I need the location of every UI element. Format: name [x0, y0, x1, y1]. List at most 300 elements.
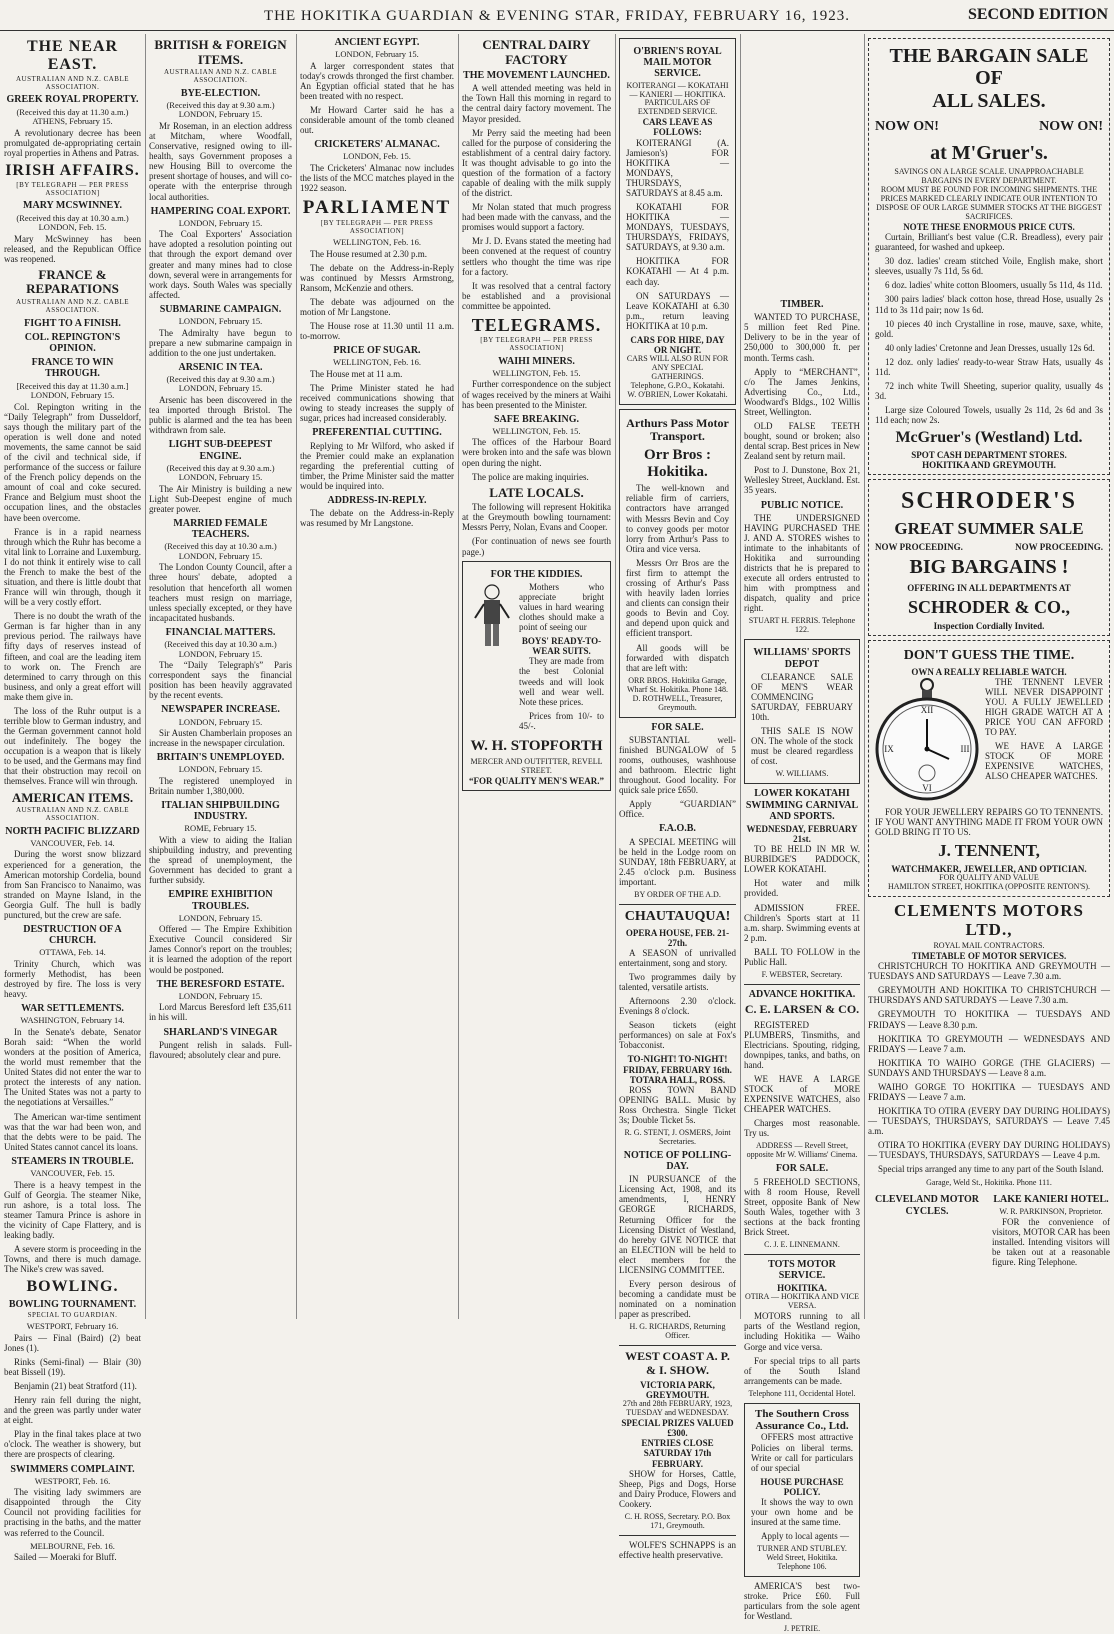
dateline: LONDON, February 15.: [178, 912, 263, 923]
ad-paragraph: BALL TO FOLLOW in the Public Hall.: [744, 946, 860, 967]
article-paragraph: The Coal Exporters' Association have adopted a resolution pointing out that through the export demand over greater and many mines had to close down, several were in arrangements for work days. South Wales was specially affected.: [149, 229, 292, 300]
ad-heading: F.A.O.B.: [659, 823, 696, 835]
article-paragraph: It was resolved that a central factory be established and a provisional committee be appointed.: [462, 280, 611, 311]
cleveland-ad: [868, 1191, 986, 1271]
subheading: FINANCIAL MATTERS.: [165, 626, 276, 638]
ad-paragraph: Hot water and milk provided.: [744, 878, 860, 899]
ad-paragraph: MOTORS running to all parts of the Westland region, including Hokitika — Waiho Gorge and vice versa.: [744, 1311, 860, 1352]
ad-paragraph: Apply to “MERCHANT”, c/o The James Jenkins, Advertising Co., Ltd., Woodward's Bldgs., 102 Willis Street, Wellington.: [744, 366, 860, 417]
advertiser-name: McGruer's (Westland) Ltd.: [895, 429, 1083, 447]
ad-line: CARS LEAVE AS FOLLOWS:: [642, 117, 713, 138]
dateline: WELLINGTON, Feb. 15.: [492, 367, 581, 378]
article-paragraph: The American war-time sentiment was that the war had been won, and that the debts were to be paid. The United States cannot cancel its loans.: [4, 1111, 141, 1152]
ad-line: OTIRA — HOKITIKA AND VICE VERSA.: [744, 1292, 860, 1311]
ad-address: ADDRESS — Revell Street, opposite Mr W. Williams' Cinema.: [746, 1141, 858, 1160]
article-paragraph: Lord Marcus Beresford left £35,611 in his will.: [149, 1002, 292, 1023]
irish-heading: IRISH AFFAIRS.: [5, 161, 140, 179]
ad-heading: PUBLIC NOTICE.: [760, 499, 844, 511]
ad-paragraph: OFFERS most attractive Policies on liberal terms. Write or call for particulars of our special: [751, 1432, 853, 1473]
ad-signature: W. WILLIAMS.: [775, 769, 829, 779]
ad-line: WATCHMAKER, JEWELLER, AND OPTICIAN.: [891, 864, 1087, 875]
advertiser-name: C. E. LARSEN & CO.: [744, 1002, 860, 1017]
divider: [744, 984, 860, 985]
ad-heading: LAKE KANIERI HOTEL.: [993, 1194, 1109, 1206]
column-7: [868, 34, 1110, 1319]
ad-paragraph: SHOW for Horses, Cattle, Sheep, Pigs and Dogs, Horse and Dairy Produce, Flowers and Cookery.: [619, 1468, 736, 1509]
article-paragraph: Benjamin (21) beat Stratford (11).: [14, 1381, 137, 1391]
edition-label: SECOND EDITION: [967, 6, 1108, 23]
article-paragraph: Pungent relish in salads. Full-flavoured; absolutely clear and pure.: [149, 1039, 292, 1060]
agency-line: AUSTRALIAN AND N.Z. CABLE ASSOCIATION.: [15, 74, 130, 91]
ad-subheading: OWN A REALLY RELIABLE WATCH.: [911, 666, 1067, 677]
ad-subheading: BOYS' READY-TO-WEAR SUITS.: [521, 636, 602, 657]
article-paragraph: France is in a rapid nearness through which the Ruhr has become a vital link to Lorraine and Luxemburg. I do not think it entirely wise to call the French to make the best of the situation, and there is little doubt that France will win through, though it will be a very costly effort.: [4, 526, 141, 608]
ad-paragraph: TO BE HELD IN MR W. BURBIDGE'S PADDOCK, LOWER KOKATAHI.: [744, 844, 860, 875]
subheading: THE BERESFORD ESTATE.: [156, 978, 285, 990]
ad-heading: O'BRIEN'S ROYAL MAIL MOTOR SERVICE.: [633, 46, 722, 80]
ad-paragraph: It shows the way to own your own home and be insured at the same time.: [751, 1496, 853, 1528]
agency-line: [BY TELEGRAPH — PER PRESS ASSOCIATION]: [16, 180, 129, 197]
ad-paragraph: Prices from 10/- to 45/-.: [519, 710, 604, 731]
ad-line: SPOT CASH DEPARTMENT STORES.: [911, 450, 1067, 461]
ad-signature: Telephone 111, Occidental Hotel.: [748, 1388, 856, 1398]
ad-contact: Telephone, G.P.O., Kokatahi.: [630, 380, 725, 390]
ad-line: SPECIAL PRIZES VALUED £300.: [621, 1418, 734, 1439]
agency-line: [BY TELEGRAPH — PER PRESS ASSOCIATION]: [320, 219, 434, 236]
ad-line: KOITERANGI — KOKATAHI — KANIERI — HOKITIKA.: [626, 80, 729, 99]
ad-paragraph: WE HAVE A LARGE STOCK of MORE EXPENSIVE WATCHES, also CHEAPER WATCHES.: [744, 1073, 860, 1115]
ad-paragraph: WE HAVE A LARGE STOCK OF MORE EXPENSIVE WATCHES, ALSO CHEAPER WATCHES.: [985, 741, 1103, 782]
subheading: MARRIED FEMALE TEACHERS.: [173, 517, 268, 541]
dateline: MELBOURNE, Feb. 16.: [30, 1540, 115, 1551]
ad-paragraph: IN PURSUANCE of the Licensing Act, 1908, and its amendments, I, HENRY GEORGE RICHARDS, Returning Officer for the Licensing District of Westland, do hereby GIVE NOTICE that an ELECTION will be held to elect members for the LICENSING COMMITTEE.: [619, 1174, 736, 1275]
ad-paragraph: Two programmes daily by talented, versatile artists.: [619, 971, 736, 992]
ad-paragraph: Charges most reasonable. Try us.: [744, 1118, 860, 1139]
column-6-spacer: [744, 34, 860, 296]
ad-paragraph: OLD FALSE TEETH bought, sound or broken; also dental scrap. Best prices in New Zealand sent by return mail.: [744, 420, 860, 462]
timetable-row: CHRISTCHURCH TO HOKITIKA AND GREYMOUTH — TUESDAYS AND SATURDAYS — Leave 7.30 a.m.: [868, 961, 1110, 982]
tennent-ad-text: [985, 677, 1103, 786]
ad-signature: C. J. E. LINNEMANN.: [764, 1240, 840, 1249]
article-paragraph: Sailed — Moeraki for Bluff.: [14, 1552, 117, 1563]
ad-line: HOKITIKA.: [777, 1283, 827, 1294]
ad-paragraph: The well-known and reliable firm of carriers, contractors have arranged with Messrs Bevin and Coy to convey goods per motor lorry from Arthur's Pass to Otira and vice versa.: [626, 483, 729, 554]
ad-signature: R. G. STENT, J. OSMERS, Joint Secretaries.: [624, 1127, 731, 1146]
article-paragraph: In the Senate's debate, Senator Borah said: “When the world wonders at the position of America, the world must remember that the United States did not enter the war to protect the interests of any nation. The United States was not a party to the negotiations at Versailles.”: [4, 1026, 141, 1108]
ad-signature: H. G. RICHARDS, Returning Officer.: [629, 1322, 726, 1341]
article-paragraph: Col. Repington writing in the “Daily Telegraph” from Dusseldorf, says though the military part of the operation is well done and noted movements, the same cannot be said of the civil and technical side, if performance of the success or failure of the French policy depends on the amount of coal and coke secured. France and Belgium must shoot the occupation lines, and the obstacles have been overcome.: [4, 401, 141, 523]
dateline: LONDON, Feb. 15.: [343, 151, 411, 162]
ad-subheading: HOUSE PURCHASE POLICY.: [760, 1476, 844, 1497]
proceeding-label: NOW PROCEEDING.: [1015, 542, 1103, 553]
article-paragraph: Trinity Church, which was formerly Methodist, has been destroyed by fire. The loss is very heavy.: [4, 958, 141, 1000]
dateline: WELLINGTON, Feb. 16.: [333, 237, 421, 248]
article-paragraph: A larger correspondent states that today's crowds thronged the first chamber. An Egyptian official stated that he has been treated with no respect.: [300, 60, 454, 101]
subheading: SWIMMERS COMPLAINT.: [10, 1463, 135, 1475]
article-paragraph: Mr Perry said the meeting had been called for the purpose of considering the establishment of a central dairy factory. It was thought advisable to go into the question of the formation of a factory capable of dealing with the milk supply of the district.: [462, 127, 611, 199]
ad-signature: BY ORDER OF THE A.D.: [634, 889, 721, 899]
dateline: LONDON, February 15.: [178, 990, 263, 1001]
article-paragraph: Arsenic has been discovered in the tea imported through Bristol. The public is alarmed and the tea has been withdrawn from sale.: [149, 395, 292, 436]
article-paragraph: (For continuation of news see fourth page.): [462, 536, 611, 557]
ad-paragraph: Every person desirous of becoming a candidate must be nominated on a nomination paper as prescribed.: [619, 1279, 736, 1320]
ad-signature: D. ROTHWELL, Treasurer, Greymouth.: [632, 693, 723, 712]
ad-line: TOTARA HALL, ROSS.: [629, 1074, 726, 1085]
article-paragraph: Mr Roseman, in an election address at Mitcham, where Woodfall, Conservative, resigned owing to ill-health, says Government proposes a new Housing Bill to overcome the present shortage of houses, and will co-operate with the enterprise through local authorities.: [149, 120, 292, 202]
ad-slogan: “FOR QUALITY MEN'S WEAR.”: [469, 775, 605, 786]
ad-address: ORR BROS. Hokitika Garage, Wharf St. Hokitika. Phone 148.: [626, 675, 729, 694]
article-paragraph: The Cricketers' Almanac now includes the lists of the MCC matches played in the 1922 season.: [300, 162, 454, 194]
article-paragraph: During the worst snow blizzard experienced for a generation, the American motorship Cordelia, bound from San Francisco to Nanaimo, was stranded on Mayne Island, in the Georgia Gulf. The hull is badly punctured, but the crew are safe.: [4, 849, 141, 920]
southern-cross-ad: [744, 1403, 860, 1577]
dateline: VANCOUVER, Feb. 14.: [30, 837, 115, 848]
dateline: LONDON, February 15.: [178, 764, 263, 775]
ad-line: W. R. PARKINSON, Proprietor.: [999, 1206, 1103, 1216]
ad-line: OPERA HOUSE, FEB. 21-27th.: [625, 927, 730, 948]
ad-heading: CLEVELAND MOTOR CYCLES.: [875, 1194, 979, 1217]
subheading: SUBMARINE CAMPAIGN.: [159, 303, 282, 315]
timetable-row: WAIHO GORGE TO HOKITIKA — TUESDAYS AND FRIDAYS — Leave 7 a.m.: [868, 1081, 1110, 1102]
article-paragraph: The visiting lady swimmers are disappointed through the City Council not providing facilities for practising in the baths, and the matter was referred to the Council.: [4, 1487, 141, 1538]
agency-line: AUSTRALIAN AND N.Z. CABLE ASSOCIATION.: [163, 68, 278, 84]
now-on-label: NOW ON!: [875, 119, 939, 135]
ad-line: ENTRIES CLOSE SATURDAY 17th FEBRUARY.: [641, 1438, 714, 1469]
american-heading: AMERICAN ITEMS.: [11, 789, 134, 805]
dateline: (Received this day at 9.30 a.m.) LONDON, February 15.: [166, 99, 275, 120]
column-rule: [615, 34, 616, 1319]
timetable-row: HOKITIKA TO GREYMOUTH — WEDNESDAYS AND FRIDAYS — Leave 7 a.m.: [868, 1033, 1110, 1054]
ad-paragraph: THE UNDERSIGNED HAVING PURCHASED THE J. AND A. STORES wishes to intimate to the inhabitants of Hokitika and surrounding districts that he is prepared to execute all orders entrusted to him with promptness and dispatch, quality and price right.: [744, 512, 860, 614]
late-locals-heading: LATE LOCALS.: [489, 484, 584, 500]
ad-heading: WEST COAST A. P. & I. SHOW.: [625, 1349, 730, 1377]
article-paragraph: The debate on the Address-in-Reply was resumed by Mr Langstone.: [300, 508, 454, 529]
article-paragraph: The police are making inquiries.: [472, 471, 589, 482]
ad-heading: WILLIAMS' SPORTS DEPOT: [753, 647, 851, 670]
france-heading: FRANCE & REPARATIONS: [26, 266, 119, 297]
column-1: [4, 34, 141, 1563]
ad-paragraph: Messrs Orr Bros are the first firm to attempt the crossing of Arthur's Pass with heavily laden lorries and clients can consign their goods to Bevin and Coy. and depend upon quick and efficient transport.: [626, 557, 729, 639]
divider: [619, 904, 736, 905]
subheading: WAIHI MINERS.: [498, 355, 575, 367]
boy-figure-icon: [469, 582, 515, 652]
price-item: Curtain, Brilliant's best value (C.R. Breadless), every pair guaranteed, for washed and upkeep.: [875, 232, 1103, 253]
subheading: WAR SETTLEMENTS.: [21, 1003, 124, 1015]
ad-paragraph: HOKITIKA FOR KOKATAHI — At 4 p.m. each day.: [626, 256, 729, 287]
subheading: PREFERENTIAL CUTTING.: [312, 427, 442, 439]
ad-line: ROYAL MAIL CONTRACTORS.: [933, 941, 1045, 951]
ad-heading: FOR SALE.: [775, 1163, 829, 1175]
price-item: Large size Coloured Towels, usually 2s 11d, 2s 6d and 3s 11d each; now 2s.: [875, 405, 1103, 426]
ad-signature: STUART H. FERRIS. Telephone 122.: [748, 616, 856, 635]
ad-paragraph: They are made from the best Colonial tweeds and will look well and wear well. Note these prices.: [519, 656, 604, 707]
timetable-row: GREYMOUTH AND HOKITIKA TO CHRISTCHURCH — THURSDAYS AND SATURDAYS — Leave 7.30 a.m.: [868, 985, 1110, 1006]
article-paragraph: The House resumed at 2.30 p.m.: [310, 248, 427, 259]
price-item: 6 doz. ladies' white cotton Bloomers, usually 5s 11d, 4s 11d.: [885, 280, 1103, 291]
column-rule: [740, 34, 741, 1319]
british-heading: BRITISH & FOREIGN ITEMS.: [154, 37, 287, 67]
ad-paragraph: Apply “GUARDIAN” Office.: [619, 799, 736, 820]
article-paragraph: The Admiralty have begun to prepare a new submarine campaign in addition to the one just undertaken.: [149, 327, 292, 358]
ad-heading: ADVANCE HOKITIKA.: [748, 988, 856, 1000]
ad-paragraph: 5 FREEHOLD SECTIONS, with 8 room House, Revell Street, opposite Bank of New South Wales, together with 3 sections at the back fronting Brick Street.: [744, 1176, 860, 1237]
bowling-heading: BOWLING.: [26, 1278, 119, 1296]
column-rule: [458, 34, 459, 1319]
subheading: CRICKETERS' ALMANAC.: [314, 139, 440, 151]
proceeding-label: NOW PROCEEDING.: [875, 542, 963, 553]
kiddies-ad-body: [469, 582, 604, 735]
article-paragraph: The offices of the Harbour Board were broken into and the safe was blown open during the night.: [462, 437, 611, 468]
dateline: LONDON, February 15.: [178, 217, 263, 228]
kiddies-ad-text: [519, 582, 604, 735]
ad-address: HAMILTON STREET, HOKITIKA (OPPOSITE RENTON'S).: [887, 882, 1091, 892]
ad-heading: FOR THE KIDDIES.: [490, 568, 583, 580]
ad-line: SAVINGS ON A LARGE SCALE. UNAPPROACHABLE BARGAINS IN EVERY DEPARTMENT.: [894, 167, 1084, 186]
ad-signature: Garage, Weld St., Hokitika. Phone 111.: [926, 1177, 1052, 1187]
svg-text:IX: IX: [884, 743, 894, 754]
article-paragraph: The Prime Minister stated he had received communications showing that owing to steady increases the supply of sugar, prices had increased considerably.: [300, 383, 454, 424]
ad-paragraph: ROSS TOWN BAND OPENING BALL. Music by Ross Orchestra. Single Ticket 3s; Double Ticket 5s.: [619, 1084, 736, 1125]
subheading: GREEK ROYAL PROPERTY.: [6, 94, 139, 106]
subheading: FRANCE TO WIN THROUGH.: [31, 357, 114, 380]
telegrams-heading: TELEGRAMS.: [471, 314, 602, 335]
dateline: (Received this day at 10.30 a.m.) LONDON, Feb. 15.: [16, 212, 129, 233]
column-2: [149, 34, 292, 1319]
divider: [744, 1254, 860, 1255]
kanieri-ad: [992, 1191, 1110, 1271]
ad-heading: SCHRODER'S: [900, 488, 1078, 515]
article-paragraph: The Air Ministry is building a new Light Sub-Deepest engine of much greater power.: [149, 483, 292, 514]
tennent-ad: [868, 640, 1110, 897]
article-paragraph: The loss of the Ruhr output is a terrible blow to German industry, and the German government cannot hold out indefinitely. The bogey the occupation is a weapon that is likely to be used, and the Germans may find that their obstruction may recoil on themselves. France will win through.: [4, 705, 141, 787]
ad-paragraph: WOLFE'S SCHNAPPS is an effective health preservative.: [619, 1539, 736, 1560]
timetable-row: HOKITIKA TO OTIRA (EVERY DAY DURING HOLIDAYS) — TUESDAYS, THURSDAYS, SATURDAYS — Leave 7.45 a.m.: [868, 1106, 1110, 1137]
dateline: WELLINGTON, Feb. 15.: [492, 425, 581, 436]
dateline: WASHINGTON, February 14.: [20, 1015, 125, 1026]
ad-heading: CLEMENTS MOTORS LTD.,: [894, 901, 1084, 940]
ad-paragraph: ON SATURDAYS — Leave KOKATAHI at 6.30 p.m., return leaving HOKITIKA at 10 p.m.: [626, 290, 729, 331]
subheading: ADDRESS-IN-REPLY.: [327, 494, 427, 506]
ad-paragraph: For special trips to all parts of the South Island arrangements can be made.: [744, 1355, 860, 1386]
tennent-ad-body: [875, 677, 1103, 807]
agency-line: [BY TELEGRAPH — PER PRESS ASSOCIATION]: [480, 336, 593, 352]
ad-line: ROOM MUST BE FOUND FOR INCOMING SHIPMENTS. THE PRICES MARKED CLEARLY INDICATE OUR INTENTION TO DISPOSE OF OUR LARGE SUMMER STOCKS AT THE BIGGEST SACRIFICES.: [876, 185, 1102, 221]
ad-paragraph: Apply to local agents —: [761, 1531, 849, 1542]
agency-line: AUSTRALIAN AND N.Z. CABLE ASSOCIATION.: [15, 806, 130, 822]
article-paragraph: Mr Nolan stated that much progress had been made with the canvass, and the promises would support a factory.: [462, 202, 611, 233]
svg-text:III: III: [960, 743, 970, 754]
ad-line: WEDNESDAY, FEBRUARY 21st.: [746, 823, 858, 845]
ad-paragraph: REGISTERED PLUMBERS, Tinsmiths, and Electricians. Spouting, ridging, downpipes, tanks, and baths, on hand.: [744, 1019, 860, 1070]
ad-heading: Arthurs Pass Motor Transport.: [626, 415, 729, 444]
ad-paragraph: THE TENNENT LEVER WILL NEVER DISAPPOINT YOU. A FULLY JEWELLED HIGH GRADE WATCH AT A PRICE YOU CAN AFFORD TO PAY.: [985, 676, 1103, 738]
article-paragraph: The “Daily Telegraph's” Paris correspondent says the financial position has been heavily aggravated by the recent events.: [149, 660, 292, 701]
ad-paragraph: WANTED TO PURCHASE, 5 million feet Red Pine. Delivery to be in the year of 250,000 to 300,000 ft. per month. Terms cash.: [744, 312, 860, 363]
article-paragraph: With a view to aiding the Italian shipbuilding industry, and preventing the spread of unemployment, the Government has decided to grant a further subsidy.: [149, 834, 292, 886]
dateline: WESTPORT, Feb. 16.: [34, 1475, 111, 1486]
williams-ad: [744, 639, 860, 784]
timetable-row: OTIRA TO HOKITIKA (EVERY DAY DURING HOLIDAYS) — TUESDAYS, THURSDAYS, SATURDAYS — Leave 4 p.m.: [868, 1140, 1110, 1161]
divider: [619, 1345, 736, 1346]
article-paragraph: The House rose at 11.30 until 11 a.m. to-morrow.: [300, 321, 454, 342]
masthead-title: THE HOKITIKA GUARDIAN & EVENING STAR, FRIDAY, FEBRUARY 16, 1923.: [263, 8, 850, 24]
ad-signature: W. O'BRIEN, Lower Kokatahi.: [627, 389, 728, 399]
dateline: WESTPORT, February 16.: [26, 1321, 119, 1332]
ad-line: FOR QUALITY AND VALUE: [939, 873, 1039, 883]
ad-route: Orr Bros : Hokitika.: [644, 446, 711, 480]
ad-paragraph: Mothers who appreciate bright values in hard wearing clothes should make a point of seeing our: [519, 581, 604, 633]
ad-paragraph: FOR YOUR JEWELLERY REPAIRS GO TO TENNENTS. IF YOU WANT ANYTHING MADE IT FROM YOUR OWN GOLD BRING IT TO US.: [875, 806, 1103, 837]
timetable-row: HOKITIKA TO WAIHO GORGE (THE GLACIERS) — SUNDAYS AND THURSDAYS — Leave 8 a.m.: [868, 1057, 1110, 1078]
price-item: 72 inch white Twill Sheeting, superior quality, usually 4s 3d.: [875, 380, 1103, 402]
article-paragraph: The House met at 11 a.m.: [310, 368, 403, 379]
ad-signature: J. PETRIE.: [783, 1624, 821, 1634]
column-rule: [864, 34, 865, 1319]
article-paragraph: Further correspondence on the subject of wages received by the miners at Waihi has been presented to the Minister.: [462, 379, 611, 410]
ad-paragraph: SUBSTANTIAL well-finished BUNGALOW of 5 rooms, outhouses, washhouse and bathroom. Electric light throughout. Good locality. For quick sale price £650.: [619, 734, 736, 796]
column-rule: [145, 34, 146, 1319]
article-paragraph: Henry rain fell during the night, and the green was partly under water at eight.: [4, 1395, 141, 1426]
ad-signature: TURNER AND STUBLEY. Weld Street, Hokitika. Telephone 106.: [757, 1544, 847, 1572]
advertiser-name: SCHRODER & CO.,: [907, 596, 1070, 617]
ad-paragraph: KOKATAHI FOR HOKITIKA — MONDAYS, TUESDAYS, THURSDAYS, FRIDAYS, SATURDAYS, at 9.30 a.m.: [626, 202, 729, 253]
ad-heading: The Southern Cross Assurance Co., Ltd.: [755, 1407, 849, 1433]
ad-line: MERCER AND OUTFITTER, REVELL STREET.: [470, 756, 603, 775]
mcgruer-ad: [868, 38, 1110, 475]
dateline: OTTAWA, Feb. 14.: [39, 947, 106, 958]
ad-line: TO-NIGHT! TO-NIGHT!: [627, 1054, 728, 1065]
article-paragraph: Pairs — Final (Baird) (2) beat Jones (1).: [4, 1332, 141, 1353]
dateline: VANCOUVER, Feb. 15.: [30, 1168, 115, 1179]
dateline: ROME, February 15.: [184, 823, 257, 834]
subheading: STEAMERS IN TROUBLE.: [11, 1155, 134, 1167]
ad-line: VICTORIA PARK, GREYMOUTH.: [640, 1380, 715, 1401]
price-item: 10 pieces 40 inch Crystalline in rose, mauve, saxe, white, gold.: [875, 318, 1103, 339]
ad-heading: CHAUTAUQUA!: [624, 908, 731, 924]
price-item: 300 pairs ladies' black cotton hose, thread Hose, usually 2s 11d to 3s 11d pair; now 1s 6d.: [875, 294, 1103, 315]
subheading: BOWLING TOURNAMENT.: [8, 1299, 137, 1311]
article-paragraph: Replying to Mr Wilford, who asked if the Premier could make an explanation regarding the preferential cutting of timber, the Prime Minister said the matter would be inquired into.: [300, 440, 454, 491]
column-rule: [296, 34, 297, 1319]
article-paragraph: The debate was adjourned on the motion of Mr Langstone.: [300, 296, 454, 318]
subheading: DESTRUCTION OF A CHURCH.: [23, 924, 122, 947]
subheading: ANCIENT EGYPT.: [334, 37, 420, 48]
ad-line: OFFERING IN ALL DEPARTMENTS AT: [907, 582, 1071, 593]
svg-text:VI: VI: [922, 782, 932, 793]
dateline: LONDON, February 15.: [178, 316, 263, 327]
now-on-label: NOW ON!: [1039, 119, 1103, 135]
dateline: [Received this day at 11.30 a.m.] LONDON, February 15.: [16, 380, 129, 401]
article-paragraph: The London County Council, after a three hours' debate, adopted a resolution that henceforth all women teachers must resign on marriage, unless specially excepted, or they have incapacitated husbands.: [149, 562, 292, 623]
subheading: BYE-ELECTION.: [180, 87, 261, 99]
subheading: ARSENIC IN TEA.: [178, 361, 263, 373]
subheading: HAMPERING COAL EXPORT.: [150, 205, 291, 217]
price-item: 40 only ladies' Cretonne and Jean Dresses, usually 12s 6d.: [885, 342, 1095, 353]
dateline: (Received this day at 9.30 a.m.) LONDON, February 15.: [166, 373, 275, 394]
article-paragraph: A well attended meeting was held in the Town Hall this morning in regard to the central dairy factory movement. The Mayor presided.: [462, 83, 611, 124]
subheading: NEWSPAPER INCREASE.: [161, 704, 280, 716]
ad-paragraph: Afternoons 2.30 o'clock. Evenings 8 o'clock.: [619, 996, 736, 1017]
article-paragraph: Sir Austen Chamberlain proposes an increase in the newspaper circulation.: [149, 728, 292, 749]
ad-heading: LOWER KOKATAHI SWIMMING CARNIVAL AND SPORTS.: [745, 788, 859, 822]
divider: [619, 1535, 736, 1536]
ad-line: 27th and 28th FEBRUARY, 1923, TUESDAY and WEDNESDAY.: [622, 1399, 733, 1418]
ad-signature: F. WEBSTER, Secretary.: [761, 970, 843, 979]
article-paragraph: Play in the final takes place at two o'clock. The weather is showery, but there are prospects of clearing.: [4, 1429, 141, 1460]
subheading: LIGHT SUB-DEEPEST ENGINE.: [168, 439, 273, 462]
ad-line: Inspection Cordially Invited.: [933, 620, 1045, 631]
ad-heading: TIMBER.: [780, 299, 824, 310]
article-paragraph: The following will represent Hokitika at the Greymouth bowling tournament: Messrs Perry, Nolan, Evans and Cooper.: [462, 502, 611, 533]
dateline: WELLINGTON, Feb. 16.: [333, 357, 421, 368]
price-item: 12 doz. only ladies' ready-to-wear Straw Hats, usually 4s 11d.: [875, 356, 1103, 377]
advertiser-name: W. H. STOPFORTH: [470, 737, 603, 754]
proceeding-row: [875, 542, 1103, 552]
subheading: SHARLAND'S VINEGAR: [163, 1026, 278, 1038]
ad-line: PARTICULARS OF EXTENDED SERVICE.: [637, 98, 718, 117]
article-paragraph: Rinks (Semi-final) — Blair (30) beat Bissell (19).: [4, 1356, 141, 1377]
kiddies-ad: [462, 561, 611, 791]
ad-line: CARS WILL ALSO RUN FOR ANY SPECIAL GATHERINGS.: [626, 354, 729, 381]
ad-paragraph: CLEARANCE SALE OF MEN'S WEAR COMMENCING SATURDAY, FEBRUARY 10th.: [751, 671, 853, 723]
ad-heading: BIG BARGAINS !: [909, 556, 1069, 579]
ad-line: HOKITIKA AND GREYMOUTH.: [922, 460, 1056, 471]
ad-paragraph: Special trips arranged any time to any part of the South Island.: [878, 1164, 1104, 1175]
pocket-watch-icon: [875, 677, 979, 807]
dateline: (Received this day at 11.30 a.m.) ATHENS, February 15.: [16, 106, 129, 127]
article-paragraph: A severe storm is proceeding in the Towns, and there is much damage. The Nike's crew was saved.: [4, 1244, 141, 1275]
ad-paragraph: A SEASON of unrivalled entertainment, song and story.: [619, 947, 736, 968]
article-paragraph: Offered — The Empire Exhibition Executive Council considered Sir James Connor's report on the troubles; it is learned the adoption of the report would be postponed.: [149, 924, 292, 975]
ad-heading: TOTS MOTOR SERVICE.: [768, 1258, 836, 1282]
ad-paragraph: AMERICA'S best two-stroke. Price £60. Full particulars from the sole agent for Westland.: [744, 1581, 860, 1622]
subheading: COL. REPINGTON'S OPINION.: [24, 331, 121, 355]
subheading: NORTH PACIFIC BLIZZARD: [5, 825, 140, 837]
dateline: (Received this day at 9.30 a.m.) LONDON, February 15.: [166, 462, 275, 483]
article-paragraph: There is a heavy tempest in the Gulf of Georgia. The steamer Nike, run ashore, is a total loss. The steamer Tamura Prince is ashore in the vicinity of Cape Flattery, and is leaking badly.: [4, 1179, 141, 1240]
ad-line: CARS FOR HIRE, DAY OR NIGHT.: [630, 334, 725, 356]
obrien-ad: [619, 38, 736, 405]
article-paragraph: There is no doubt the wrath of the German is far higher than in any previous period. The railways have fifty days of reserves instead of fifteen, and coal are the leading item to work on. The French are determined to carry through on this business, and only a great effort will make them give in.: [4, 611, 141, 702]
ad-heading: ALL SALES.: [932, 89, 1046, 112]
ad-signature: C. H. ROSS, Secretary. P.O. Box 171, Greymouth.: [624, 1511, 731, 1530]
ad-line: FRIDAY, FEBRUARY 16th.: [623, 1064, 732, 1075]
column-3: [300, 34, 454, 1319]
ad-paragraph: THIS SALE IS NOW ON. The whole of the stock must be cleared regardless of cost.: [751, 726, 853, 767]
ad-heading: NOTICE OF POLLING-DAY.: [623, 1149, 732, 1173]
subheading: MARY MCSWINNEY.: [23, 200, 122, 212]
bottom-ads-row: [868, 1191, 1110, 1271]
article-paragraph: Mr Howard Carter said he has a considerable amount of the tomb cleaned out.: [300, 105, 454, 136]
arthurs-pass-ad: [619, 409, 736, 718]
agency-line: SPECIAL TO GUARDIAN.: [27, 1311, 118, 1320]
dateline: (Received this day at 10.30 a.m.) LONDON, February 15.: [164, 639, 277, 659]
subheading: EMPIRE EXHIBITION TROUBLES.: [168, 889, 273, 912]
schroder-ad: [868, 479, 1110, 636]
subheading: THE MOVEMENT LAUNCHED.: [463, 70, 610, 82]
ad-heading: DON'T GUESS THE TIME.: [903, 648, 1075, 664]
article-paragraph: Mr J. D. Evans stated the meeting had been convened at the request of country settlers who thought the time was ripe for a factory.: [462, 236, 611, 277]
dateline: LONDON, February 15.: [335, 49, 419, 60]
ad-paragraph: All goods will be forwarded with dispatch that are left with:: [626, 642, 729, 673]
dateline: LONDON, February 15.: [178, 716, 263, 727]
subheading: PRICE OF SUGAR.: [333, 345, 421, 357]
parliament-heading: PARLIAMENT: [302, 197, 452, 219]
near-east-heading: THE NEAR EAST.: [26, 38, 119, 73]
timetable-row: GREYMOUTH TO HOKITIKA — TUESDAYS AND FRIDAYS — Leave 8.30 p.m.: [868, 1009, 1110, 1030]
dateline: (Received this day at 10.30 a.m.) LONDON, February 15.: [164, 541, 277, 561]
advertiser-name: J. TENNENT,: [938, 841, 1040, 861]
ad-heading: GREAT SUMMER SALE: [894, 519, 1084, 539]
